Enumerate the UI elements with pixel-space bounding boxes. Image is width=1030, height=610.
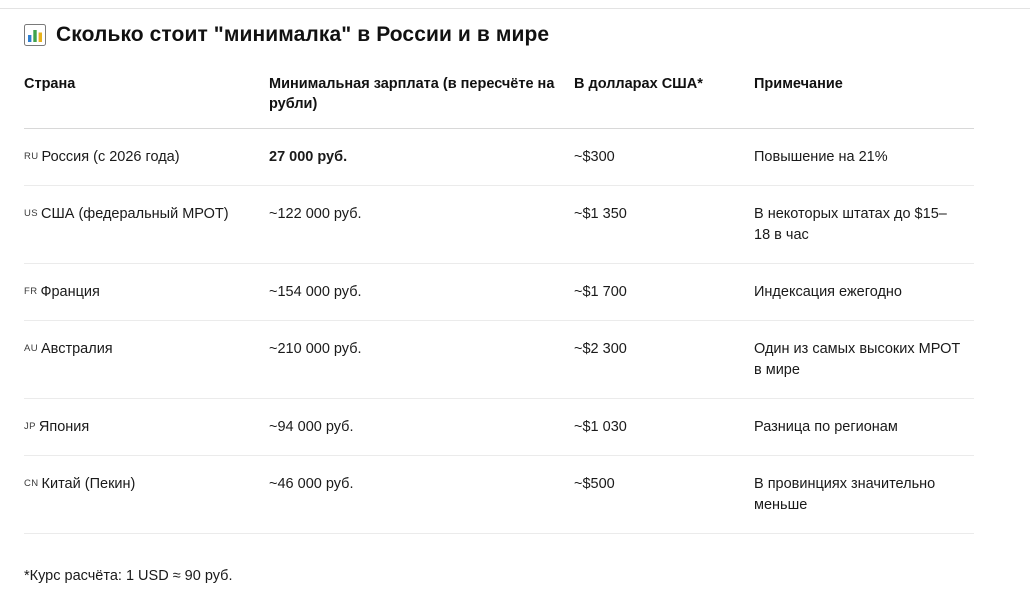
cell-rub [269, 456, 574, 534]
cell-rub [269, 129, 574, 186]
cell-usd: ~$500 [574, 456, 754, 534]
table-header [24, 69, 974, 129]
country-name: Франция [40, 284, 100, 301]
value-rub: ~210 000 руб. [269, 341, 362, 358]
flag-code: US [24, 208, 38, 220]
column-header-rub: Минимальная зарплата (в пересчёте на рубли) [269, 69, 574, 129]
minimum-wage-table [24, 69, 974, 534]
cell-rub [269, 399, 574, 456]
cell-note: Разница по регионам [754, 399, 974, 456]
cell-note: В некоторых штатах до $15–18 в час [754, 186, 974, 264]
table-row [24, 456, 974, 534]
exchange-rate-footnote: *Курс расчёта: 1 USD ≈ 90 руб. [24, 568, 233, 585]
top-divider [0, 8, 1030, 9]
value-rub: 27 000 руб. [269, 149, 348, 166]
cell-rub [269, 321, 574, 399]
cell-usd: ~$1 350 [574, 186, 754, 264]
cell-country [24, 186, 269, 264]
cell-note: В провинциях значительно меньше [754, 456, 974, 534]
table-row [24, 186, 974, 264]
column-header-country: Страна [24, 69, 269, 129]
cell-usd: ~$1 700 [574, 264, 754, 321]
cell-country [24, 321, 269, 399]
table-header-row [24, 69, 974, 129]
cell-note: Повышение на 21% [754, 129, 974, 186]
cell-country [24, 456, 269, 534]
table-row [24, 321, 974, 399]
value-rub: ~122 000 руб. [269, 206, 362, 223]
flag-code: RU [24, 151, 39, 163]
cell-country [24, 399, 269, 456]
bar-chart-icon [24, 24, 46, 46]
flag-code: JP [24, 421, 36, 433]
cell-usd: ~$1 030 [574, 399, 754, 456]
country-name: США (федеральный МРОТ) [41, 206, 229, 223]
cell-rub [269, 186, 574, 264]
page-title: Сколько стоит "минималка" в России и в мире [56, 23, 550, 46]
flag-code: FR [24, 286, 38, 298]
cell-usd: ~$2 300 [574, 321, 754, 399]
country-name: Россия (с 2026 года) [41, 149, 180, 166]
cell-note: Индексация ежегодно [754, 264, 974, 321]
cell-country [24, 264, 269, 321]
country-name: Япония [38, 419, 90, 436]
value-rub: ~94 000 руб. [269, 419, 354, 436]
country-name: Китай (Пекин) [41, 476, 136, 493]
cell-rub [269, 264, 574, 321]
cell-country [24, 129, 269, 186]
page-title-row [24, 22, 984, 47]
document-content [24, 22, 984, 584]
column-header-usd: В долларах США* [574, 69, 754, 129]
table-row [24, 129, 974, 186]
cell-note: Один из самых высоких МРОТ в мире [754, 321, 974, 399]
cell-usd: ~$300 [574, 129, 754, 186]
value-rub: ~154 000 руб. [269, 284, 362, 301]
value-rub: ~46 000 руб. [269, 476, 354, 493]
flag-code: CN [24, 478, 39, 490]
table-body [24, 129, 974, 534]
table-row [24, 264, 974, 321]
country-name: Австралия [41, 341, 113, 358]
table-row [24, 399, 974, 456]
column-header-note: Примечание [754, 69, 974, 129]
flag-code: AU [24, 343, 38, 355]
